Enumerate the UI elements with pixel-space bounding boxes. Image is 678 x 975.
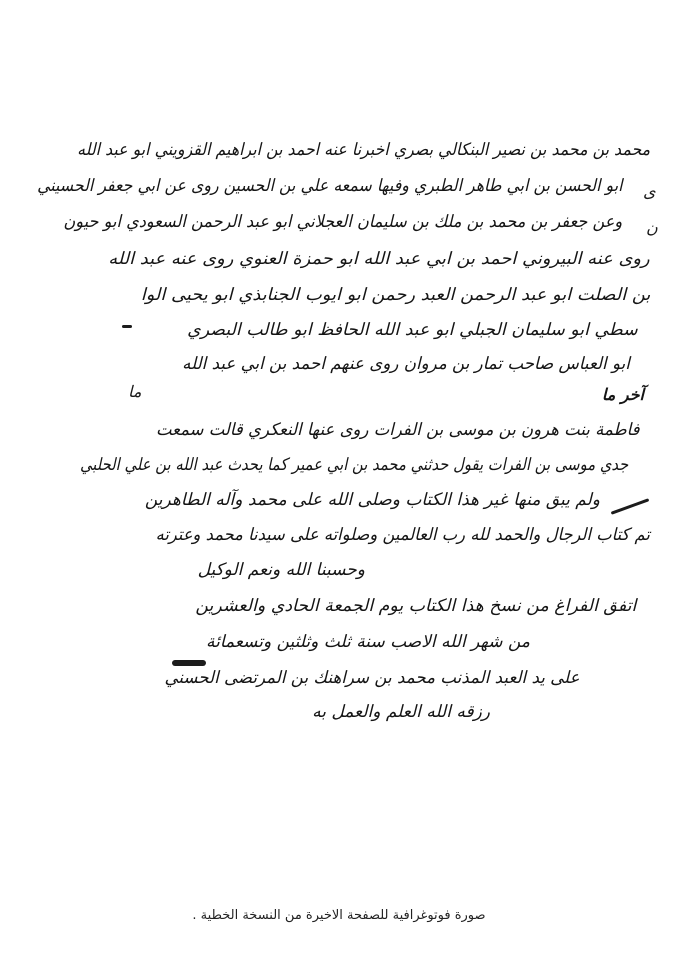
margin-note: ى — [643, 182, 656, 201]
manuscript-line: رزقه الله العلم والعمل به — [312, 702, 490, 722]
photo-caption: صورة فوتوغرافية للصفحة الاخيرة من النسخة الخطية . — [192, 908, 486, 923]
manuscript-line: فاطمة بنت هرون بن موسى بن الفرات روى عنها النعكري قالت سمعت — [156, 420, 640, 440]
margin-note: ن — [646, 218, 658, 237]
manuscript-line: وحسبنا الله ونعم الوكيل — [197, 560, 365, 580]
manuscript-line: من شهر الله الاصب سنة ثلث وثلثين وتسعمائة — [206, 632, 530, 652]
manuscript-line: ابو العباس صاحب تمار بن مروان روى عنهم احمد بن ابي عبد الله — [182, 354, 630, 374]
manuscript-text-block — [36, 130, 650, 740]
manuscript-line: سطي ابو سليمان الجبلي ابو عبد الله الحافظ ابو طالب البصري — [187, 320, 638, 340]
section-heading: آخر ما — [601, 385, 644, 404]
manuscript-line: ولم يبق منها غير هذا الكتاب وصلى الله على محمد وآله الطاهرين — [144, 490, 600, 510]
manuscript-line: ابو الحسن بن ابي طاهر الطبري وفيها سمعه علي بن الحسين روى عن ابي جعفر الحسيني — [36, 176, 622, 196]
manuscript-line: جدي موسى بن الفرات يقول حدثني محمد بن ابي عمير كما يحدث عبد الله بن علي الحلبي — [79, 455, 628, 475]
manuscript-line: بن الصلت ابو عبد الرحمن العبد رحمن ابو ايوب الجنابذي ابو يحيى الوا — [140, 285, 650, 305]
ink-flourish — [122, 325, 132, 328]
manuscript-line: روى عنه البيروني احمد بن ابي عبد الله ابو حمزة العنوي روى عنه عبد الله — [108, 249, 650, 269]
manuscript-line: وعن جعفر بن محمد بن ملك بن سليمان العجلاني ابو عبد الرحمن السعودي ابو حيون — [63, 212, 622, 232]
manuscript-line: محمد بن محمد بن نصير البنكالي بصري اخبرنا عنه احمد بن ابراهيم القزويني ابو عبد الله — [76, 140, 650, 160]
manuscript-line: اتفق الفراغ من نسخ هذا الكتاب يوم الجمعة الحادي والعشرين — [195, 596, 636, 616]
manuscript-line: على يد العبد المذنب محمد بن سراهنك بن المرتضى الحسني — [164, 668, 580, 688]
margin-note: ما — [128, 382, 142, 401]
ink-flourish — [172, 660, 206, 666]
manuscript-line: تم كتاب الرجال والحمد لله رب العالمين وصلواته على سيدنا محمد وعترته — [155, 525, 650, 545]
